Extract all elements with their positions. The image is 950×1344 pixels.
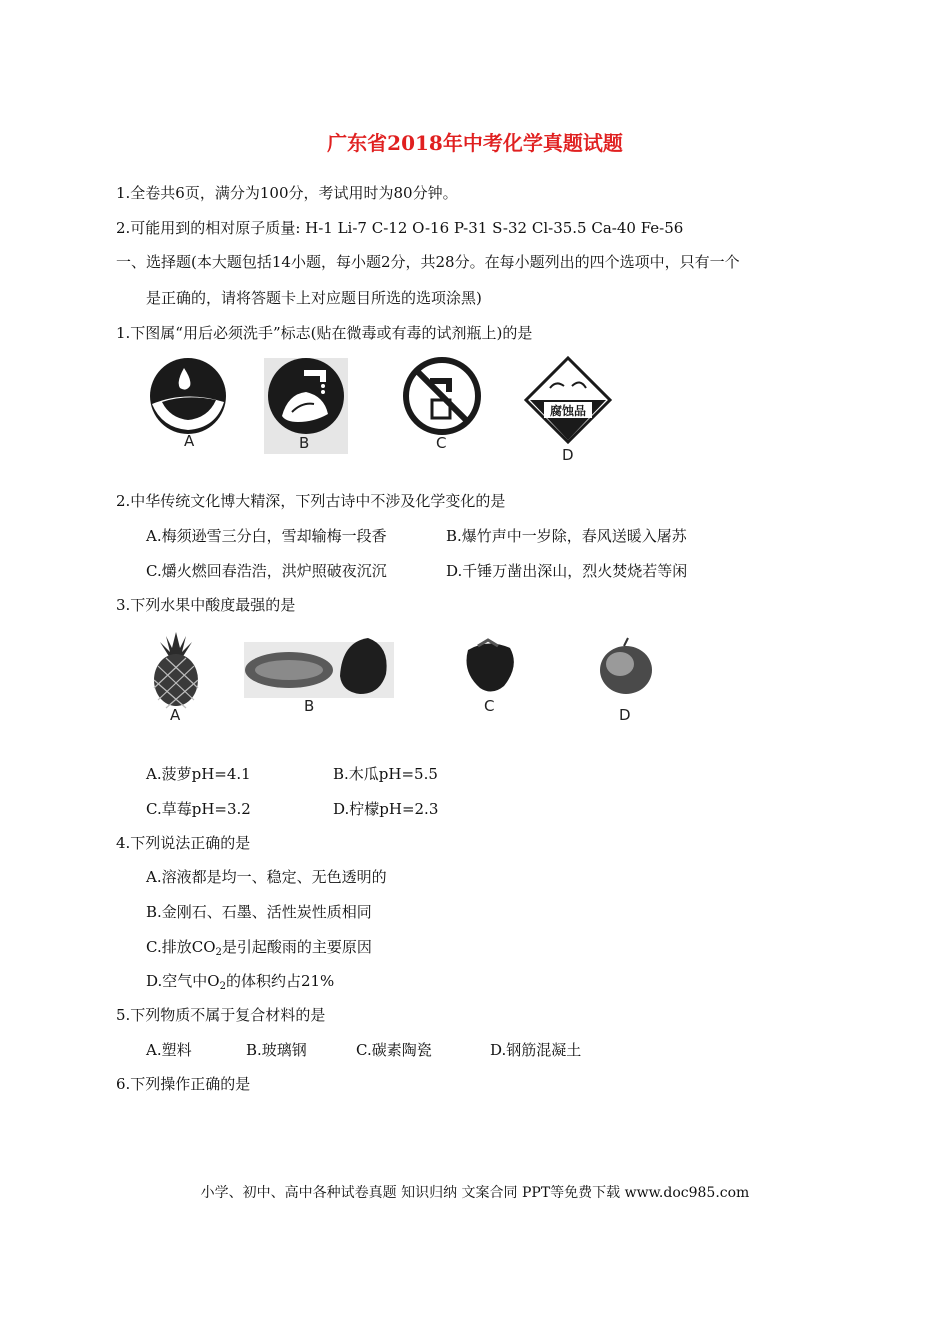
q1-sign-d-icon (520, 352, 616, 450)
q1-label-d: D (562, 446, 574, 464)
q4-option-b: B.金刚石、石墨、活性炭性质相同 (146, 903, 372, 921)
q3-stem: 3.下列水果中酸度最强的是 (116, 596, 296, 614)
q3-pineapple-icon (146, 630, 206, 710)
note-2: 2.可能用到的相对原子质量: H-1 Li-7 C-12 O-16 P-31 S-32 Cl-35.5 Ca-40 Fe-56 (116, 219, 684, 237)
q4-option-c: C.排放$CO_2$是引起酸雨的主要原因 (146, 938, 372, 958)
note-1: 1.全卷共6页，满分为100分，考试用时为80分钟。 (116, 184, 458, 202)
q1-label-a: A (184, 432, 195, 450)
section-heading-line-1: 一、选择题(本大题包括14小题，每小题2分，共28分。在每小题列出的四个选项中，只有一个 (116, 253, 740, 271)
section-heading-line-2: 是正确的，请将答题卡上对应题目所选的选项涂黑) (146, 289, 482, 307)
q3-option-c: C.草莓pH=3.2 (146, 800, 251, 818)
q3-label-a: A (170, 706, 181, 724)
q5-stem: 5.下列物质不属于复合材料的是 (116, 1006, 326, 1024)
q3-label-c: C (484, 697, 495, 715)
q3-papaya-icon (244, 636, 394, 698)
q5-option-b: B.玻璃钢 (246, 1041, 307, 1059)
q5-option-c: C.碳素陶瓷 (356, 1041, 432, 1059)
q3-label-d: D (619, 706, 631, 724)
q1-sign-c-icon (400, 356, 484, 440)
page-footer: 小学、初中、高中各种试卷真题 知识归纳 文案合同 PPT等免费下载 www.doc985.com (200, 1185, 750, 1201)
q2-stem: 2.中华传统文化博大精深，下列古诗中不涉及化学变化的是 (116, 492, 506, 510)
q2-option-d: D.千锤万凿出深山，烈火焚烧若等闲 (446, 562, 688, 580)
q3-option-b: B.木瓜pH=5.5 (333, 765, 438, 783)
q3-option-d: D.柠檬pH=2.3 (333, 800, 439, 818)
q3-lemon-icon (596, 636, 658, 698)
page-title: 广东省2018年中考化学真题试题 (327, 131, 623, 155)
q1-label-b: B (299, 434, 310, 452)
q3-strawberry-icon (458, 636, 520, 696)
q5-option-d: D.钢筋混凝土 (490, 1041, 582, 1059)
q3-label-b: B (304, 697, 315, 715)
q1-sign-d-text: 腐蚀品 (549, 404, 587, 418)
q1-stem: 1.下图属“用后必须洗手”标志(贴在微毒或有毒的试剂瓶上)的是 (116, 324, 533, 342)
q3-option-a: A.菠萝pH=4.1 (146, 765, 251, 783)
q4-stem: 4.下列说法正确的是 (116, 834, 251, 852)
q4-option-d: D.空气中$O_2$的体积约占21% (146, 972, 335, 992)
q2-option-b: B.爆竹声中一岁除，春风送暖入屠苏 (446, 527, 687, 545)
q4-option-a: A.溶液都是均一、稳定、无色透明的 (146, 868, 387, 886)
q2-option-c: C.爝火燃回春浩浩，洪炉照破夜沉沉 (146, 562, 387, 580)
q6-stem: 6.下列操作正确的是 (116, 1075, 251, 1093)
q1-label-c: C (436, 434, 447, 452)
q5-option-a: A.塑料 (146, 1041, 192, 1059)
q2-option-a: A.梅须逊雪三分白，雪却输梅一段香 (146, 527, 387, 545)
